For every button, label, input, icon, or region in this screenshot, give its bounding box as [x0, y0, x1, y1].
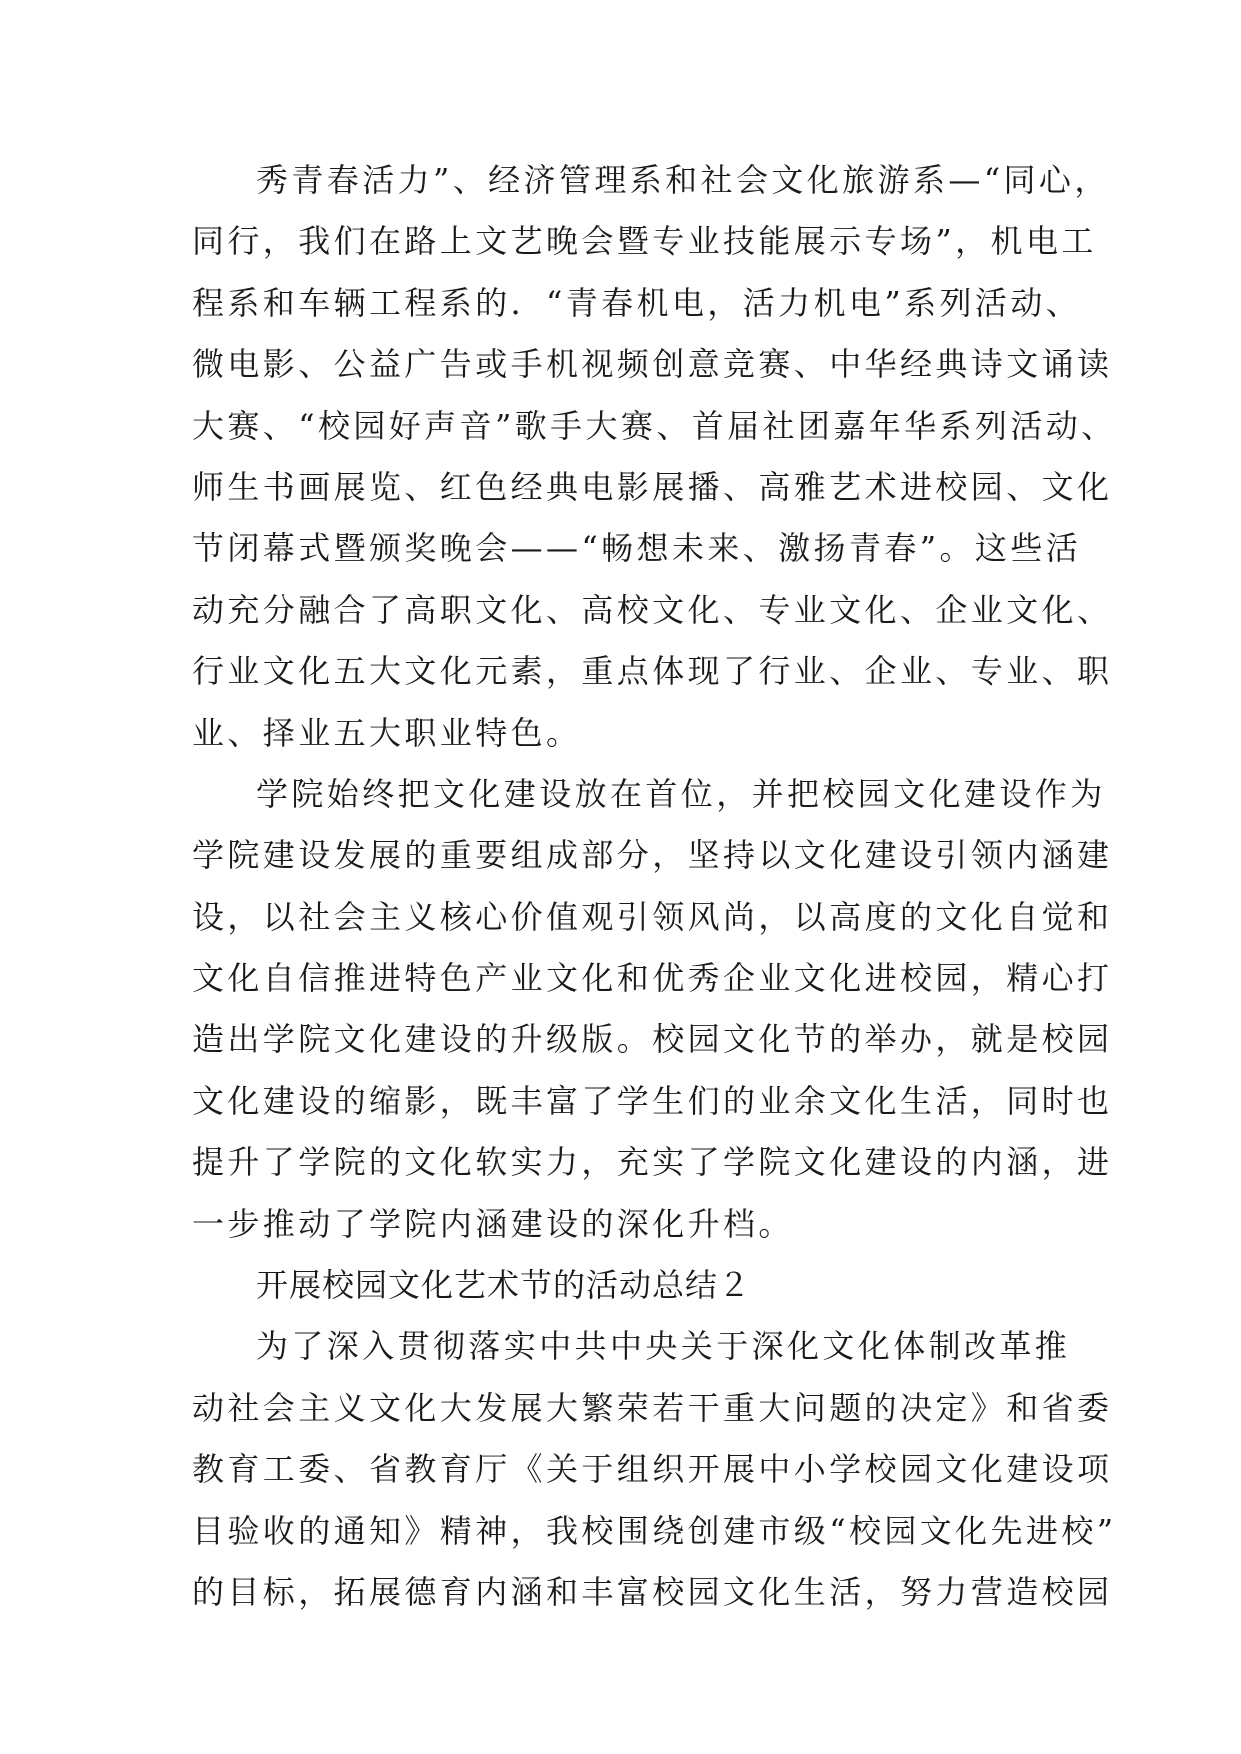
text-line: 教育工委、省教育厅《关于组织开展中小学校园文化建设项 — [192, 1450, 1113, 1489]
text-line: 一步推动了学院内涵建设的深化升档。 — [192, 1204, 794, 1243]
text-line: 目验收的通知》精神，我校围绕创建市级“校园文化先进校” — [192, 1511, 1117, 1550]
text-line: 文化建设的缩影，既丰富了学生们的业余文化生活，同时也 — [192, 1081, 1113, 1120]
document-body — [192, 150, 1117, 1623]
text-line: 学院建设发展的重要组成部分，坚持以文化建设引领内涵建 — [192, 836, 1113, 875]
text-line: 学院始终把文化建设放在首位，并把校园文化建设作为 — [256, 774, 1106, 813]
text-line: 文化自信推进特色产业文化和优秀企业文化进校园，精心打 — [192, 959, 1113, 998]
section-heading: 开展校园文化艺术节的活动总结２ — [256, 1266, 752, 1305]
text-line: 同行，我们在路上文艺晚会暨专业技能展示专场”，机电工 — [192, 222, 1097, 261]
text-line: 提升了学院的文化软实力，充实了学院文化建设的内涵，进 — [192, 1143, 1113, 1182]
text-line: 设，以社会主义核心价值观引领风尚，以高度的文化自觉和 — [192, 897, 1113, 936]
text-line: 师生书画展览、红色经典电影展播、高雅艺术进校园、文化 — [192, 467, 1113, 506]
text-line: 微电影、公益广告或手机视频创意竞赛、中华经典诗文诵读 — [192, 345, 1113, 384]
text-line: 程系和车辆工程系的．“青春机电，活力机电”系列活动、 — [192, 283, 1082, 322]
text-line: 的目标，拓展德育内涵和丰富校园文化生活，努力营造校园 — [192, 1572, 1113, 1611]
text-line: 为了深入贯彻落实中共中央关于深化文化体制改革推 — [256, 1327, 1071, 1366]
text-line: 业、择业五大职业特色。 — [192, 713, 582, 752]
text-line: 行业文化五大文化元素，重点体现了行业、企业、专业、职 — [192, 652, 1113, 691]
text-line: 大赛、“校园好声音”歌手大赛、首届社团嘉年华系列活动、 — [192, 406, 1117, 445]
text-line: 造出学院文化建设的升级版。校园文化节的举办，就是校园 — [192, 1020, 1113, 1059]
text-line: 动充分融合了高职文化、高校文化、专业文化、企业文化、 — [192, 590, 1113, 629]
paragraph-1 — [192, 150, 1117, 764]
paragraph-3 — [192, 1316, 1117, 1623]
text-line: 节闭幕式暨颁奖晚会——“畅想未来、激扬青春”。这些活 — [192, 529, 1082, 568]
paragraph-2 — [192, 764, 1113, 1255]
text-line: 动社会主义文化大发展大繁荣若干重大问题的决定》和省委 — [192, 1388, 1113, 1427]
text-line: 秀青春活力”、经济管理系和社会文化旅游系—“同心， — [256, 161, 1110, 199]
